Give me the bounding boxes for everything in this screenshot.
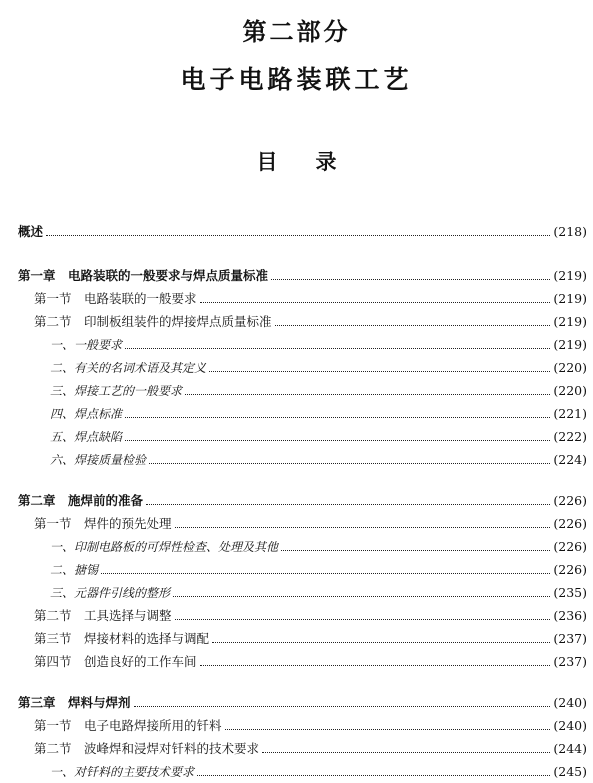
dot-leader xyxy=(281,550,550,551)
dot-leader xyxy=(125,348,550,349)
toc-entry-title: 三、焊接工艺的一般要求 xyxy=(50,384,183,398)
toc-entry-page: (236) xyxy=(553,608,587,623)
toc-entry-page: (220) xyxy=(553,360,587,375)
dot-leader xyxy=(149,463,550,464)
toc-entry xyxy=(0,488,593,508)
toc-entry-page: (221) xyxy=(553,406,587,421)
toc-entry-page: (240) xyxy=(553,718,587,733)
dot-leader xyxy=(225,729,551,730)
toc-entry-title: 第一节 焊件的预先处理 xyxy=(34,516,172,531)
toc-entry-page: (245) xyxy=(553,764,587,779)
toc-entry-page: (224) xyxy=(553,452,587,467)
toc-entry-page: (219) xyxy=(553,314,587,329)
dot-leader xyxy=(175,527,551,528)
toc-entry-page: (219) xyxy=(553,291,587,306)
toc-entry-title: 一、印制电路板的可焊性检查、处理及其他 xyxy=(50,540,279,554)
toc-entry-title: 第三节 焊接材料的选择与调配 xyxy=(34,631,210,646)
toc-entry-title: 第四节 创造良好的工作车间 xyxy=(34,654,197,669)
toc-heading: 目录 xyxy=(256,149,375,174)
toc-entry xyxy=(0,286,593,306)
dot-leader xyxy=(200,665,551,666)
toc-entry xyxy=(0,355,593,375)
toc-entry-page: (226) xyxy=(553,539,587,554)
toc-entry-title: 六、焊接质量检验 xyxy=(50,453,147,467)
toc-entry-title: 二、有关的名词术语及其定义 xyxy=(50,361,207,375)
toc-entry-title: 第一节 电路装联的一般要求 xyxy=(34,291,197,306)
dot-leader xyxy=(175,619,551,620)
toc-entry-page: (219) xyxy=(553,337,587,352)
toc-entry xyxy=(0,263,593,283)
toc-entry-page: (240) xyxy=(553,695,587,710)
toc-entry-title: 第二章 施焊前的准备 xyxy=(18,493,144,508)
dot-leader xyxy=(262,752,550,753)
toc-entry xyxy=(0,649,593,669)
part-title: 第二部分 xyxy=(242,18,351,46)
dot-leader xyxy=(125,440,550,441)
toc-entry xyxy=(0,534,593,554)
toc-entry xyxy=(0,511,593,531)
toc-entry-title: 第二节 工具选择与调整 xyxy=(34,608,172,623)
toc-entry xyxy=(0,332,593,352)
toc-entry xyxy=(0,690,593,710)
toc-entry-page: (220) xyxy=(553,383,587,398)
toc-entry xyxy=(0,378,593,398)
dot-leader xyxy=(134,706,551,707)
dot-leader xyxy=(185,394,550,395)
dot-leader xyxy=(146,504,550,505)
toc-entry xyxy=(0,626,593,646)
toc-entry-title: 五、焊点缺陷 xyxy=(50,430,123,444)
toc-entry xyxy=(0,447,593,467)
dot-leader xyxy=(271,279,550,280)
toc-entry-title: 第二节 波峰焊和浸焊对钎料的技术要求 xyxy=(34,741,260,756)
toc-entry xyxy=(0,580,593,600)
toc-entry-title: 一、一般要求 xyxy=(50,338,123,352)
toc-entry-page: (226) xyxy=(553,493,587,508)
toc-entry-title: 第一章 电路装联的一般要求与焊点质量标准 xyxy=(18,268,269,283)
toc-entry-page: (226) xyxy=(553,516,587,531)
toc-entry-page: (237) xyxy=(553,654,587,669)
dot-leader xyxy=(101,573,550,574)
dot-leader xyxy=(200,302,551,303)
dot-leader xyxy=(125,417,550,418)
toc-entry-page: (244) xyxy=(553,741,587,756)
toc-entry-title: 一、对钎料的主要技术要求 xyxy=(50,765,195,779)
part-subtitle: 电子电路装联工艺 xyxy=(180,65,413,94)
dot-leader xyxy=(212,642,550,643)
toc-entry-title: 第一节 电子电路焊接所用的钎料 xyxy=(34,718,222,733)
toc-entry xyxy=(0,713,593,733)
toc-entry-title: 第二节 印制板组装件的焊接焊点质量标准 xyxy=(34,314,272,329)
toc-entry-title: 四、焊点标准 xyxy=(50,407,123,421)
toc-entry-page: (237) xyxy=(553,631,587,646)
toc-entry-page: (226) xyxy=(553,562,587,577)
toc-entry-page: (218) xyxy=(553,224,587,239)
dot-leader xyxy=(173,596,550,597)
dot-leader xyxy=(275,325,551,326)
toc-entry-page: (219) xyxy=(553,268,587,283)
toc-entry-title: 三、元器件引线的整形 xyxy=(50,586,171,600)
toc-entry-title: 二、搪锡 xyxy=(50,563,99,577)
toc-entry xyxy=(0,424,593,444)
dot-leader xyxy=(197,775,550,776)
toc-entry xyxy=(0,603,593,623)
toc-entry xyxy=(0,309,593,329)
dot-leader xyxy=(209,371,550,372)
toc-entry-title: 概述 xyxy=(18,224,44,239)
toc-entry xyxy=(0,401,593,421)
toc-entry xyxy=(0,557,593,577)
toc-entry-page: (235) xyxy=(553,585,587,600)
toc-entry xyxy=(0,736,593,756)
dot-leader xyxy=(46,235,550,236)
toc-entry-title: 第三章 焊料与焊剂 xyxy=(18,695,131,710)
toc-entry xyxy=(0,219,593,239)
toc-entry-page: (222) xyxy=(553,429,587,444)
toc-entry xyxy=(0,759,593,779)
